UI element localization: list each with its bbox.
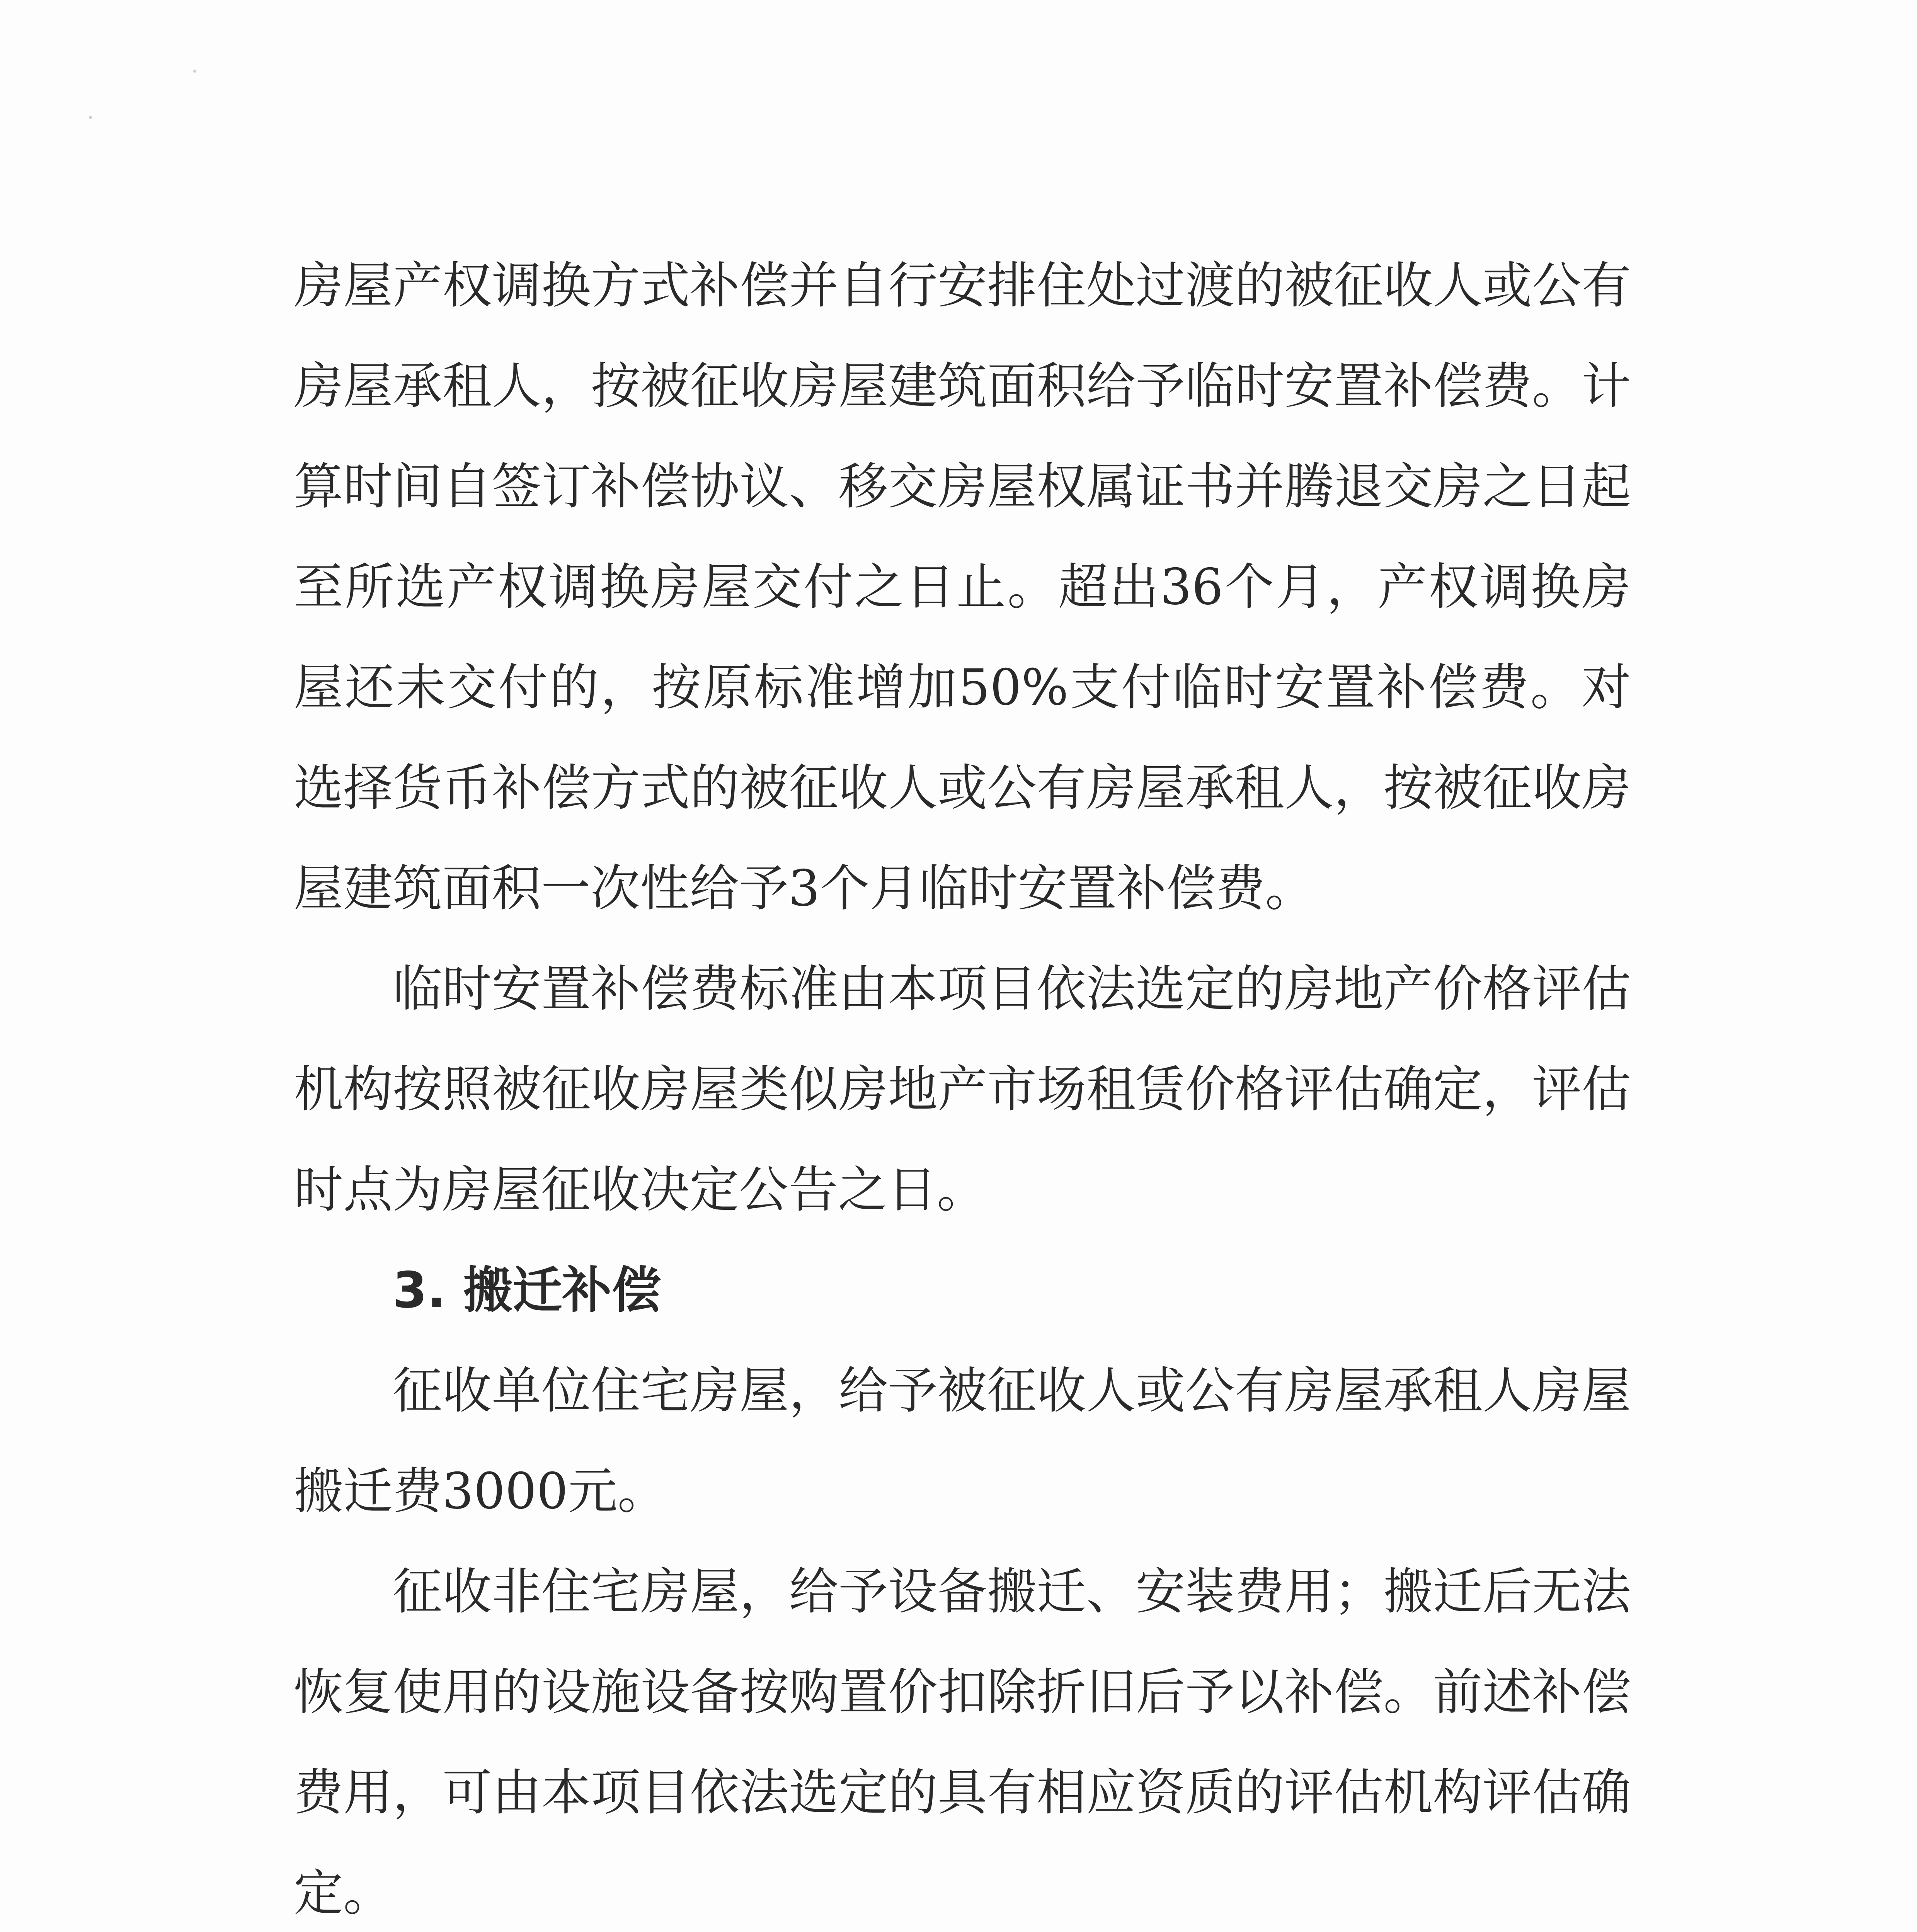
paragraph-resettlement-standard: 临时安置补偿费标准由本项目依法选定的房地产价格评估机构按照被征收房屋类似房地产市场租赁价格评估确定，评估时点为房屋征收决定公告之日。 <box>294 960 1631 1219</box>
paragraph-residential-relocation: 征收单位住宅房屋，给予被征收人或公有房屋承租人房屋搬迁费3000元。 <box>294 1362 1631 1520</box>
document-body <box>294 236 1631 1932</box>
section-heading-relocation: 3. 搬迁补偿 <box>393 1262 661 1319</box>
paragraph-nonresidential-relocation: 征收非住宅房屋，给予设备搬迁、安装费用；搬迁后无法恢复使用的设施设备按购置价扣除折旧后予以补偿。前述补偿费用，可由本项目依法选定的具有相应资质的评估机构评估确定。 <box>294 1563 1631 1922</box>
scan-speck <box>193 70 196 73</box>
paragraph-temporary-resettlement: 房屋产权调换方式补偿并自行安排住处过渡的被征收人或公有房屋承租人，按被征收房屋建筑面积给予临时安置补偿费。计算时间自签订补偿协议、移交房屋权属证书并腾退交房之日起至所选产权调换房屋交付之日止。超出36个月，产权调换房屋还未交付的，按原标准增加50%支付临时安置补偿费。对选择货币补偿方式的被征收人或公有房屋承租人，按被征收房屋建筑面积一次性给予3个月临时安置补偿费。 <box>294 257 1631 917</box>
scan-speck <box>89 116 92 119</box>
